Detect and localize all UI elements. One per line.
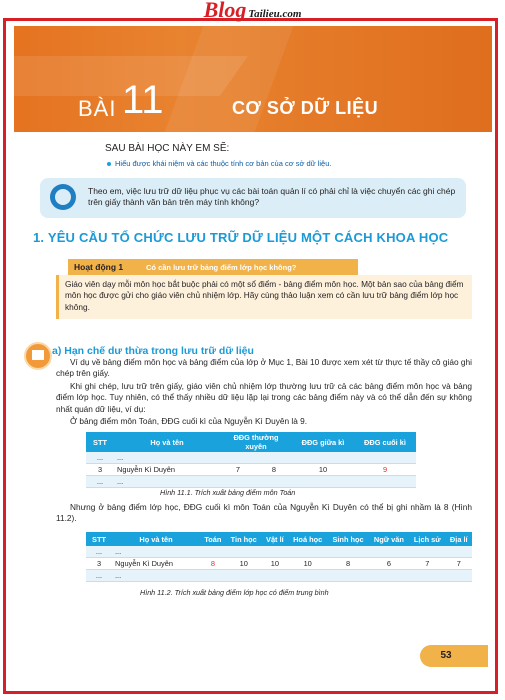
table-header-cell: Toán xyxy=(200,532,226,546)
subsection-a-title: a) Hạn chế dư thừa trong lưu trữ dữ liệu xyxy=(52,345,254,357)
objectives-heading: SAU BÀI HỌC NÀY EM SẼ: xyxy=(105,143,230,154)
paragraph-4: Nhưng ở bảng điểm lớp học, ĐĐG cuối kì môn Toán của Nguyễn Kì Duyên có thể bị ghi nhầm là 8 (Hình 11.2). xyxy=(56,502,472,524)
table-header-cell: Họ và tên xyxy=(112,532,200,546)
lesson-word: BÀI xyxy=(78,96,117,121)
lesson-number: 11 xyxy=(122,78,164,122)
table-cell: Nguyễn Kì Duyên xyxy=(112,558,200,570)
table-cell: ... xyxy=(112,570,200,582)
table-header-cell: Vật lí xyxy=(262,532,288,546)
table-row xyxy=(86,570,472,582)
table-row xyxy=(86,546,472,558)
table-cell xyxy=(446,546,472,558)
figure-caption-2: Hình 11.2. Trích xuất bảng điểm lớp học có điểm trung bình xyxy=(140,588,329,597)
table-class-scores xyxy=(86,532,472,582)
table-cell: ... xyxy=(114,476,220,488)
table-cell-highlight: 8 xyxy=(200,558,226,570)
table-header-cell: Địa lí xyxy=(446,532,472,546)
table-cell: ... xyxy=(86,570,112,582)
table-cell-highlight: 9 xyxy=(354,464,416,476)
question-icon xyxy=(50,184,76,210)
table-header-cell: Sinh học xyxy=(327,532,369,546)
table-cell: 10 xyxy=(288,558,327,570)
starter-question-text: Theo em, việc lưu trữ dữ liệu phục vụ các bài toán quản lí có phải chỉ là việc chuyển các ghi chép trên giấy thành văn bản trên máy tính không? xyxy=(88,186,456,207)
activity-box xyxy=(56,275,472,319)
table-header-row xyxy=(86,432,416,452)
table-row xyxy=(86,558,472,570)
table-cell: ... xyxy=(86,452,114,464)
table-cell xyxy=(327,546,369,558)
book-icon xyxy=(24,342,52,370)
table-cell xyxy=(220,476,256,488)
paragraph-1: Ví dụ về bảng điểm môn học và bảng điểm của lớp ở Mục 1, Bài 10 được xem xét từ thực tế thầy cô giáo ghi chép trên giấy. xyxy=(56,357,472,379)
watermark-blog: Blog xyxy=(203,0,247,22)
activity-text: Giáo viên dạy mỗi môn học bắt buộc phải có một sổ điểm - bảng điểm môn học. Một bản sao của bảng điểm môn học được gửi cho giáo viên chủ nhiệm lớp. Hãy cùng thảo luận xem có cần lưu trữ bảng điểm lớp học không. xyxy=(65,279,464,312)
table-cell: 10 xyxy=(292,464,354,476)
table-cell xyxy=(226,570,262,582)
starter-question-box xyxy=(40,178,466,218)
table-cell: 3 xyxy=(86,464,114,476)
table-header-cell: ĐĐG thường xuyên xyxy=(220,432,292,452)
table-cell xyxy=(226,546,262,558)
objective-item xyxy=(107,159,331,168)
lesson-title: CƠ SỞ DỮ LIỆU xyxy=(232,98,379,118)
table-cell: 10 xyxy=(226,558,262,570)
table-header-cell: Họ và tên xyxy=(114,432,220,452)
table-cell: ... xyxy=(114,452,220,464)
table-header-cell: ĐĐG giữa kì xyxy=(292,432,354,452)
table-cell: 10 xyxy=(262,558,288,570)
table-cell: Nguyễn Kì Duyên xyxy=(114,464,220,476)
activity-label: Hoạt động 1 xyxy=(74,262,124,272)
table-cell xyxy=(256,476,292,488)
table-cell xyxy=(409,570,446,582)
table-cell xyxy=(292,476,354,488)
table-cell xyxy=(292,452,354,464)
table-cell: 6 xyxy=(369,558,409,570)
table-cell xyxy=(288,570,327,582)
table-cell xyxy=(262,570,288,582)
activity-bar xyxy=(68,259,358,275)
table-cell xyxy=(220,452,256,464)
table-header-cell: ĐĐG cuối kì xyxy=(354,432,416,452)
watermark xyxy=(0,0,505,20)
table-cell xyxy=(354,452,416,464)
activity-question: Có cần lưu trữ bảng điểm lớp học không? xyxy=(146,262,297,272)
table-header-cell: Lịch sử xyxy=(409,532,446,546)
paragraph-2: Khi ghi chép, lưu trữ trên giấy, giáo viên chủ nhiệm lớp thường lưu trữ cả các bảng điểm môn học và bảng điểm lớp học. Tuy nhiên, có thể thấy nhiều dữ liệu lặp lại trong các bảng điểm này và có thể dẫn đến sự không nhất quán dữ liệu, ví dụ: xyxy=(56,381,472,414)
table-cell: ... xyxy=(86,476,114,488)
watermark-site: Tailieu.com xyxy=(248,8,302,20)
table-cell: 8 xyxy=(256,464,292,476)
bullet-icon xyxy=(107,162,111,166)
table-cell: 7 xyxy=(409,558,446,570)
table-cell xyxy=(200,570,226,582)
table-cell xyxy=(354,476,416,488)
table-header-row xyxy=(86,532,472,546)
table-cell xyxy=(446,570,472,582)
table-cell xyxy=(288,546,327,558)
objective-text: Hiểu được khái niệm và các thuộc tính cơ bản của cơ sở dữ liệu. xyxy=(115,159,332,168)
table-cell xyxy=(409,546,446,558)
table-row xyxy=(86,452,416,464)
page-number: 53 xyxy=(440,650,452,661)
table-cell: 7 xyxy=(220,464,256,476)
table-cell: ... xyxy=(86,546,112,558)
table-row xyxy=(86,464,416,476)
table-cell xyxy=(327,570,369,582)
figure-caption-1: Hình 11.1. Trích xuất bảng điểm môn Toán xyxy=(160,488,296,497)
table-row xyxy=(86,476,416,488)
table-cell: 3 xyxy=(86,558,112,570)
table-cell xyxy=(262,546,288,558)
table-header-cell: Ngữ văn xyxy=(369,532,409,546)
table-header-cell: STT xyxy=(86,532,112,546)
table-subject-scores xyxy=(86,432,416,488)
lesson-header xyxy=(14,26,492,132)
table-cell: 8 xyxy=(327,558,369,570)
table-cell xyxy=(369,570,409,582)
paragraph-3: Ở bảng điểm môn Toán, ĐĐG cuối kì của Nguyễn Kì Duyên là 9. xyxy=(70,416,308,426)
page-number-tab xyxy=(420,645,488,667)
table-cell xyxy=(369,546,409,558)
table-header-cell: Tin học xyxy=(226,532,262,546)
table-header-cell: STT xyxy=(86,432,114,452)
table-cell xyxy=(256,452,292,464)
table-header-cell: Hoá học xyxy=(288,532,327,546)
table-cell: 7 xyxy=(446,558,472,570)
section-1-title: 1. YÊU CẦU TỔ CHỨC LƯU TRỮ DỮ LIỆU MỘT CÁCH KHOA HỌC xyxy=(33,230,449,245)
table-cell: ... xyxy=(112,546,200,558)
table-cell xyxy=(200,546,226,558)
